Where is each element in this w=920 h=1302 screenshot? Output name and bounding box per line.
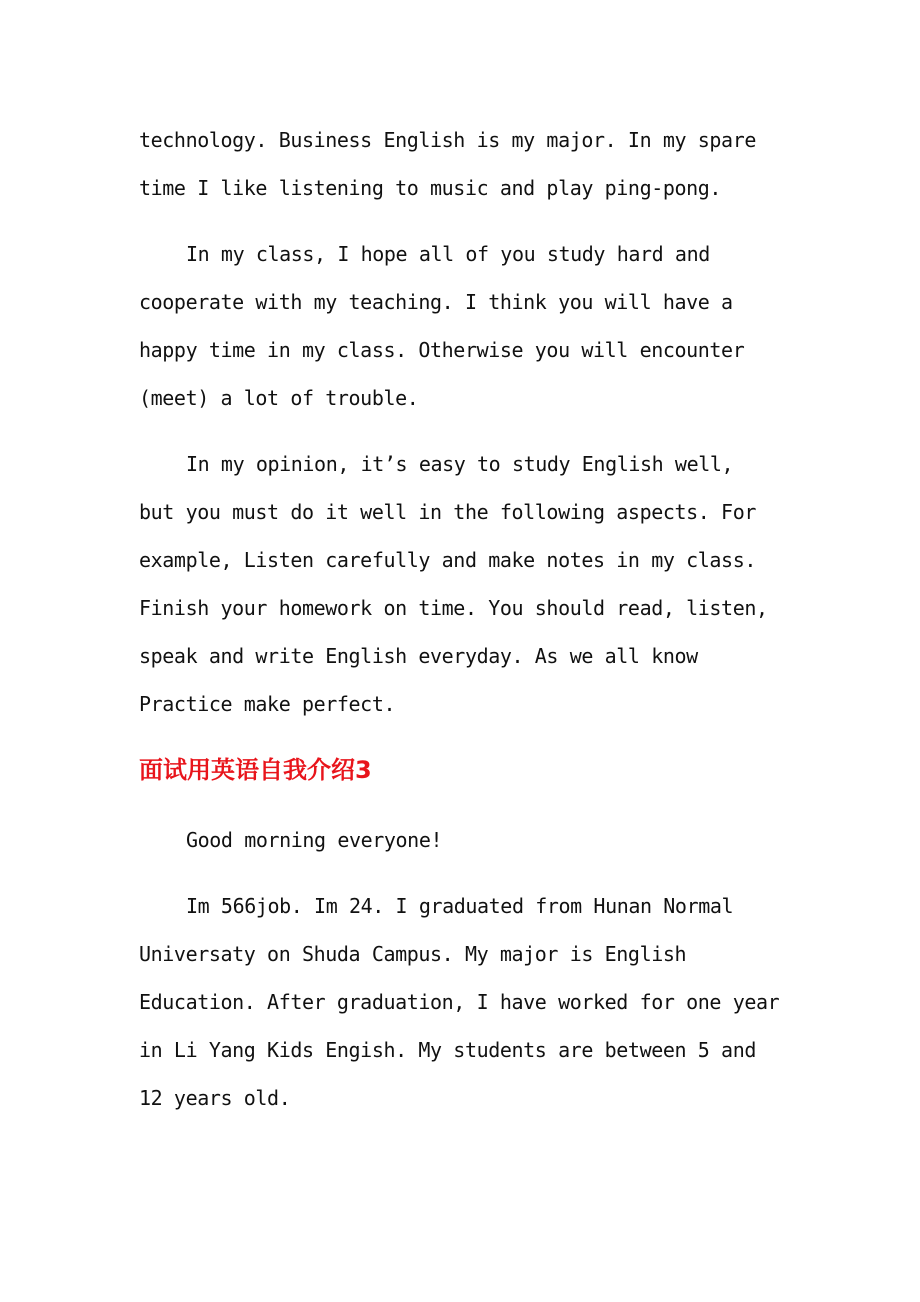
text-line: Education. After graduation, I have worked for one year [139, 990, 780, 1014]
text-line: In my opinion, it’s easy to study English well, [186, 452, 734, 476]
text-line: 12 years old. [139, 1086, 291, 1110]
text-line: time I like listening to music and play ping-pong. [139, 176, 722, 200]
text-line: technology. Business English is my major. In my spare [139, 128, 756, 152]
text-line: but you must do it well in the following aspects. For [139, 500, 756, 524]
text-line: In my class, I hope all of you study hard and [186, 242, 710, 266]
document-body [139, 116, 799, 1140]
text-line: Universaty on Shuda Campus. My major is English [139, 942, 687, 966]
text-line: Finish your homework on time. You should read, listen, [139, 596, 768, 620]
text-line: Im 566job. Im 24. I graduated from Hunan Normal [186, 894, 734, 918]
text-line: Good morning everyone! [186, 828, 443, 852]
paragraph-greeting [139, 816, 799, 864]
text-line: cooperate with my teaching. I think you will have a [139, 290, 733, 314]
text-line: Practice make perfect. [139, 692, 396, 716]
text-line: happy time in my class. Otherwise you will encounter [139, 338, 745, 362]
paragraph-opinion [139, 440, 799, 728]
paragraph-introduction [139, 882, 799, 1122]
text-line: (meet) a lot of trouble. [139, 386, 419, 410]
paragraph-class-hope [139, 230, 799, 422]
paragraph-hobbies [139, 116, 799, 212]
text-line: example, Listen carefully and make notes in my class. [139, 548, 756, 572]
text-line: in Li Yang Kids Engish. My students are between 5 and [139, 1038, 756, 1062]
section-heading: 面试用英语自我介绍3 [139, 756, 372, 784]
text-line: speak and write English everyday. As we all know [139, 644, 698, 668]
